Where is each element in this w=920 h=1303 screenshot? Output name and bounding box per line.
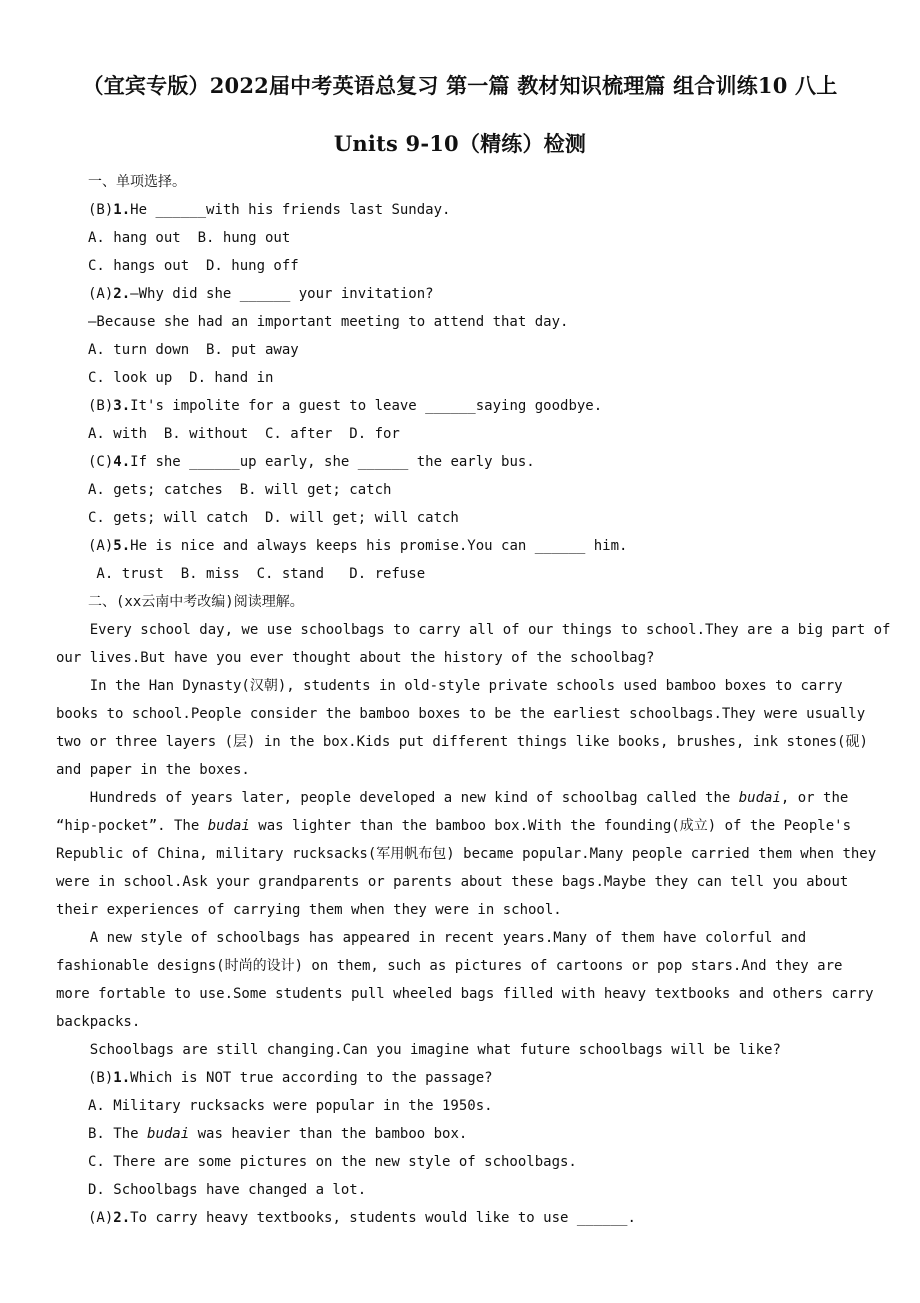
question-text: To carry heavy textbooks, students would like to use ______. bbox=[130, 1210, 636, 1226]
answer-label: (A) bbox=[88, 286, 114, 302]
question-number: 1. bbox=[113, 1070, 131, 1086]
reading-question-1-option-d: D. Schoolbags have changed a lot. bbox=[88, 1182, 367, 1198]
question-2-options-cd: C. look up D. hand in bbox=[88, 370, 274, 386]
italic-term: budai bbox=[738, 790, 781, 806]
answer-label: (A) bbox=[88, 538, 114, 554]
answer-label: (A) bbox=[88, 1210, 114, 1226]
passage-paragraph-4-line-1: A new style of schoolbags has appeared in recent years.Many of them have colorful and bbox=[56, 930, 807, 946]
text-run: B. The bbox=[88, 1126, 148, 1142]
italic-term: budai bbox=[207, 818, 250, 834]
answer-label: (B) bbox=[88, 1070, 114, 1086]
section-1-heading: 一、单项选择。 bbox=[88, 174, 186, 190]
text-run: was heavier than the bamboo box. bbox=[189, 1126, 468, 1142]
passage-paragraph-3-line-2 bbox=[56, 817, 851, 835]
reading-question-1-option-a: A. Military rucksacks were popular in the 1950s. bbox=[88, 1098, 493, 1114]
passage-paragraph-1-line-1: Every school day, we use schoolbags to carry all of our things to school.They are a big part of bbox=[56, 622, 891, 638]
question-2 bbox=[88, 285, 434, 303]
question-2-dialogue: —Because she had an important meeting to attend that day. bbox=[88, 314, 569, 330]
passage-paragraph-3-line-3: Republic of China, military rucksacks(军用帆布包) became popular.Many people carried them when they bbox=[56, 846, 877, 862]
question-number: 1. bbox=[113, 202, 131, 218]
text-run: was lighter than the bamboo box.With the founding(成立) of the People's bbox=[249, 818, 852, 834]
reading-question-1 bbox=[88, 1069, 493, 1087]
question-text: —Why did she ______ your invitation? bbox=[130, 286, 434, 302]
passage-paragraph-1-line-2: our lives.But have you ever thought about the history of the schoolbag? bbox=[56, 650, 655, 666]
question-text: Which is NOT true according to the passage? bbox=[130, 1070, 493, 1086]
question-text: It's impolite for a guest to leave ______saying goodbye. bbox=[130, 398, 603, 414]
question-text: He is nice and always keeps his promise.You can ______ him. bbox=[130, 538, 628, 554]
question-4-options-ab: A. gets; catches B. will get; catch bbox=[88, 482, 392, 498]
passage-paragraph-4-line-2: fashionable designs(时尚的设计) on them, such as pictures of cartoons or pop stars.And they are bbox=[56, 958, 843, 974]
question-2-options-ab: A. turn down B. put away bbox=[88, 342, 299, 358]
question-4-options-cd: C. gets; will catch D. will get; will catch bbox=[88, 510, 459, 526]
question-text: If she ______up early, she ______ the early bus. bbox=[130, 454, 535, 470]
passage-paragraph-3-line-4: were in school.Ask your grandparents or parents about these bags.Maybe they can tell you about bbox=[56, 874, 849, 890]
reading-question-1-option-b bbox=[88, 1125, 467, 1143]
question-text: He ______with his friends last Sunday. bbox=[130, 202, 451, 218]
passage-paragraph-4-line-3: more fortable to use.Some students pull wheeled bags filled with heavy textbooks and others carry bbox=[56, 986, 874, 1002]
reading-question-2 bbox=[88, 1209, 636, 1227]
question-number: 4. bbox=[113, 454, 131, 470]
question-5 bbox=[88, 537, 627, 555]
passage-paragraph-2-line-4: and paper in the boxes. bbox=[56, 762, 250, 778]
question-number: 2. bbox=[113, 1210, 131, 1226]
question-3 bbox=[88, 397, 602, 415]
passage-paragraph-2-line-2: books to school.People consider the bamboo boxes to be the earliest schoolbags.They were usually bbox=[56, 706, 866, 722]
text-run: Hundreds of years later, people developed a new kind of schoolbag called the bbox=[56, 790, 739, 806]
question-1 bbox=[88, 201, 450, 219]
question-number: 5. bbox=[113, 538, 131, 554]
answer-label: (B) bbox=[88, 202, 114, 218]
question-number: 3. bbox=[113, 398, 131, 414]
italic-term: budai bbox=[147, 1126, 190, 1142]
document-title-line-2: Units 9-10（精练）检测 bbox=[333, 131, 587, 156]
text-run: “hip-pocket”. The bbox=[56, 818, 208, 834]
passage-paragraph-2-line-1: In the Han Dynasty(汉朝), students in old-style private schools used bamboo boxes to carry bbox=[56, 678, 843, 694]
question-5-options: A. trust B. miss C. stand D. refuse bbox=[88, 566, 426, 582]
passage-paragraph-4-line-4: backpacks. bbox=[56, 1014, 141, 1030]
section-2-heading: 二、(xx云南中考改编)阅读理解。 bbox=[88, 594, 304, 610]
question-4 bbox=[88, 453, 535, 471]
question-number: 2. bbox=[113, 286, 131, 302]
question-3-options: A. with B. without C. after D. for bbox=[88, 426, 400, 442]
answer-label: (C) bbox=[88, 454, 114, 470]
passage-paragraph-3-line-5: their experiences of carrying them when they were in school. bbox=[56, 902, 562, 918]
passage-paragraph-2-line-3: two or three layers (层) in the box.Kids put different things like books, brushes, ink stones(砚) bbox=[56, 734, 868, 750]
document-title-line-1: （宜宾专版）2022届中考英语总复习 第一篇 教材知识梳理篇 组合训练10 八上 bbox=[82, 73, 838, 98]
question-1-options-cd: C. hangs out D. hung off bbox=[88, 258, 299, 274]
answer-label: (B) bbox=[88, 398, 114, 414]
question-1-options-ab: A. hang out B. hung out bbox=[88, 230, 291, 246]
passage-paragraph-3-line-1 bbox=[56, 789, 848, 807]
passage-paragraph-5: Schoolbags are still changing.Can you imagine what future schoolbags will be like? bbox=[56, 1042, 781, 1058]
reading-question-1-option-c: C. There are some pictures on the new style of schoolbags. bbox=[88, 1154, 577, 1170]
text-run: , or the bbox=[780, 790, 849, 806]
